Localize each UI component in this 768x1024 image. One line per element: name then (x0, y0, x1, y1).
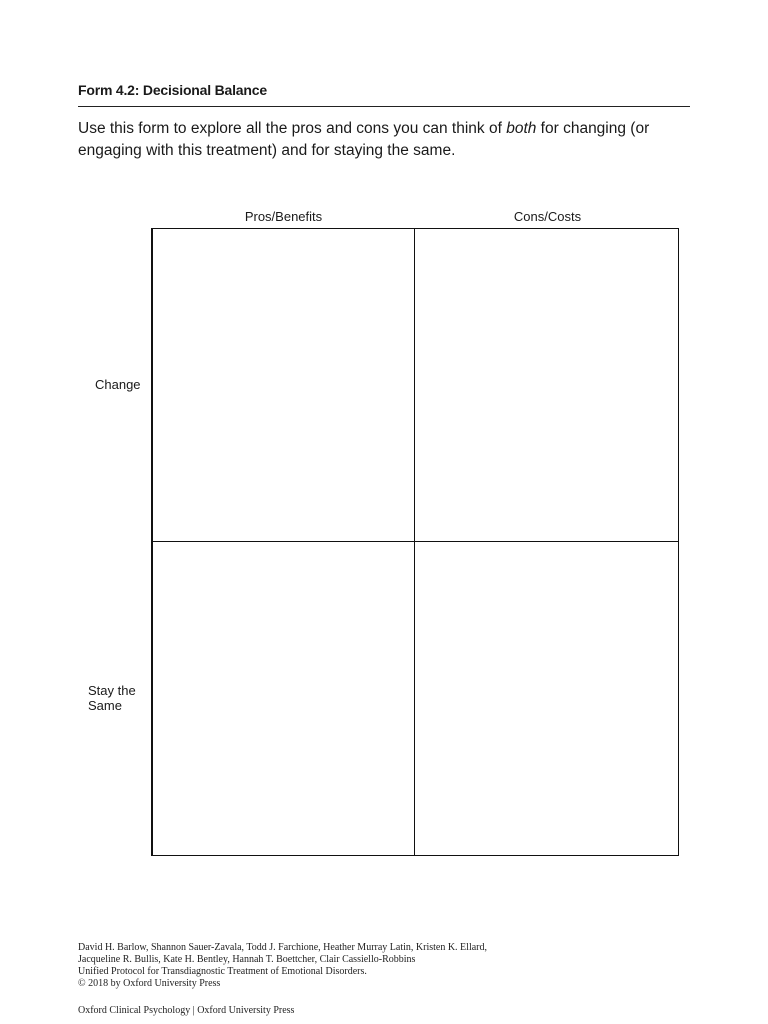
citation-line: © 2018 by Oxford University Press (78, 978, 221, 989)
publisher-line: Oxford Clinical Psychology | Oxford University Press (78, 1005, 295, 1016)
citation-line: David H. Barlow, Shannon Sauer-Zavala, Todd J. Farchione, Heather Murray Latin, Kristen K. Ellard, (78, 942, 487, 953)
citation-line: Unified Protocol for Transdiagnostic Treatment of Emotional Disorders. (78, 966, 367, 977)
cell-stay-pros[interactable] (152, 542, 415, 855)
instructions-text (78, 118, 692, 162)
cell-change-cons[interactable] (415, 229, 678, 542)
row-label-stay-the-same: Stay the Same (88, 683, 136, 713)
citation-block (78, 942, 698, 990)
grid-left-border (151, 228, 153, 856)
instructions-emphasis: both (506, 120, 537, 137)
form-title: Form 4.2: Decisional Balance (78, 82, 267, 98)
column-header-cons: Cons/Costs (513, 209, 582, 224)
cell-change-pros[interactable] (152, 229, 415, 542)
instructions-text-start: Use this form to explore all the pros and cons you can think of (78, 120, 507, 137)
citation-line: Jacqueline R. Bullis, Kate H. Bentley, Hannah T. Boettcher, Clair Cassiello-Robbins (78, 954, 416, 965)
column-header-pros: Pros/Benefits (244, 209, 323, 224)
row-label-change: Change (95, 377, 141, 392)
cell-stay-cons[interactable] (415, 542, 678, 855)
title-divider (78, 106, 690, 107)
instructions-text-end: for changing (or engaging with this treatment) and for staying the same. (78, 120, 650, 159)
decisional-balance-grid (151, 228, 679, 856)
